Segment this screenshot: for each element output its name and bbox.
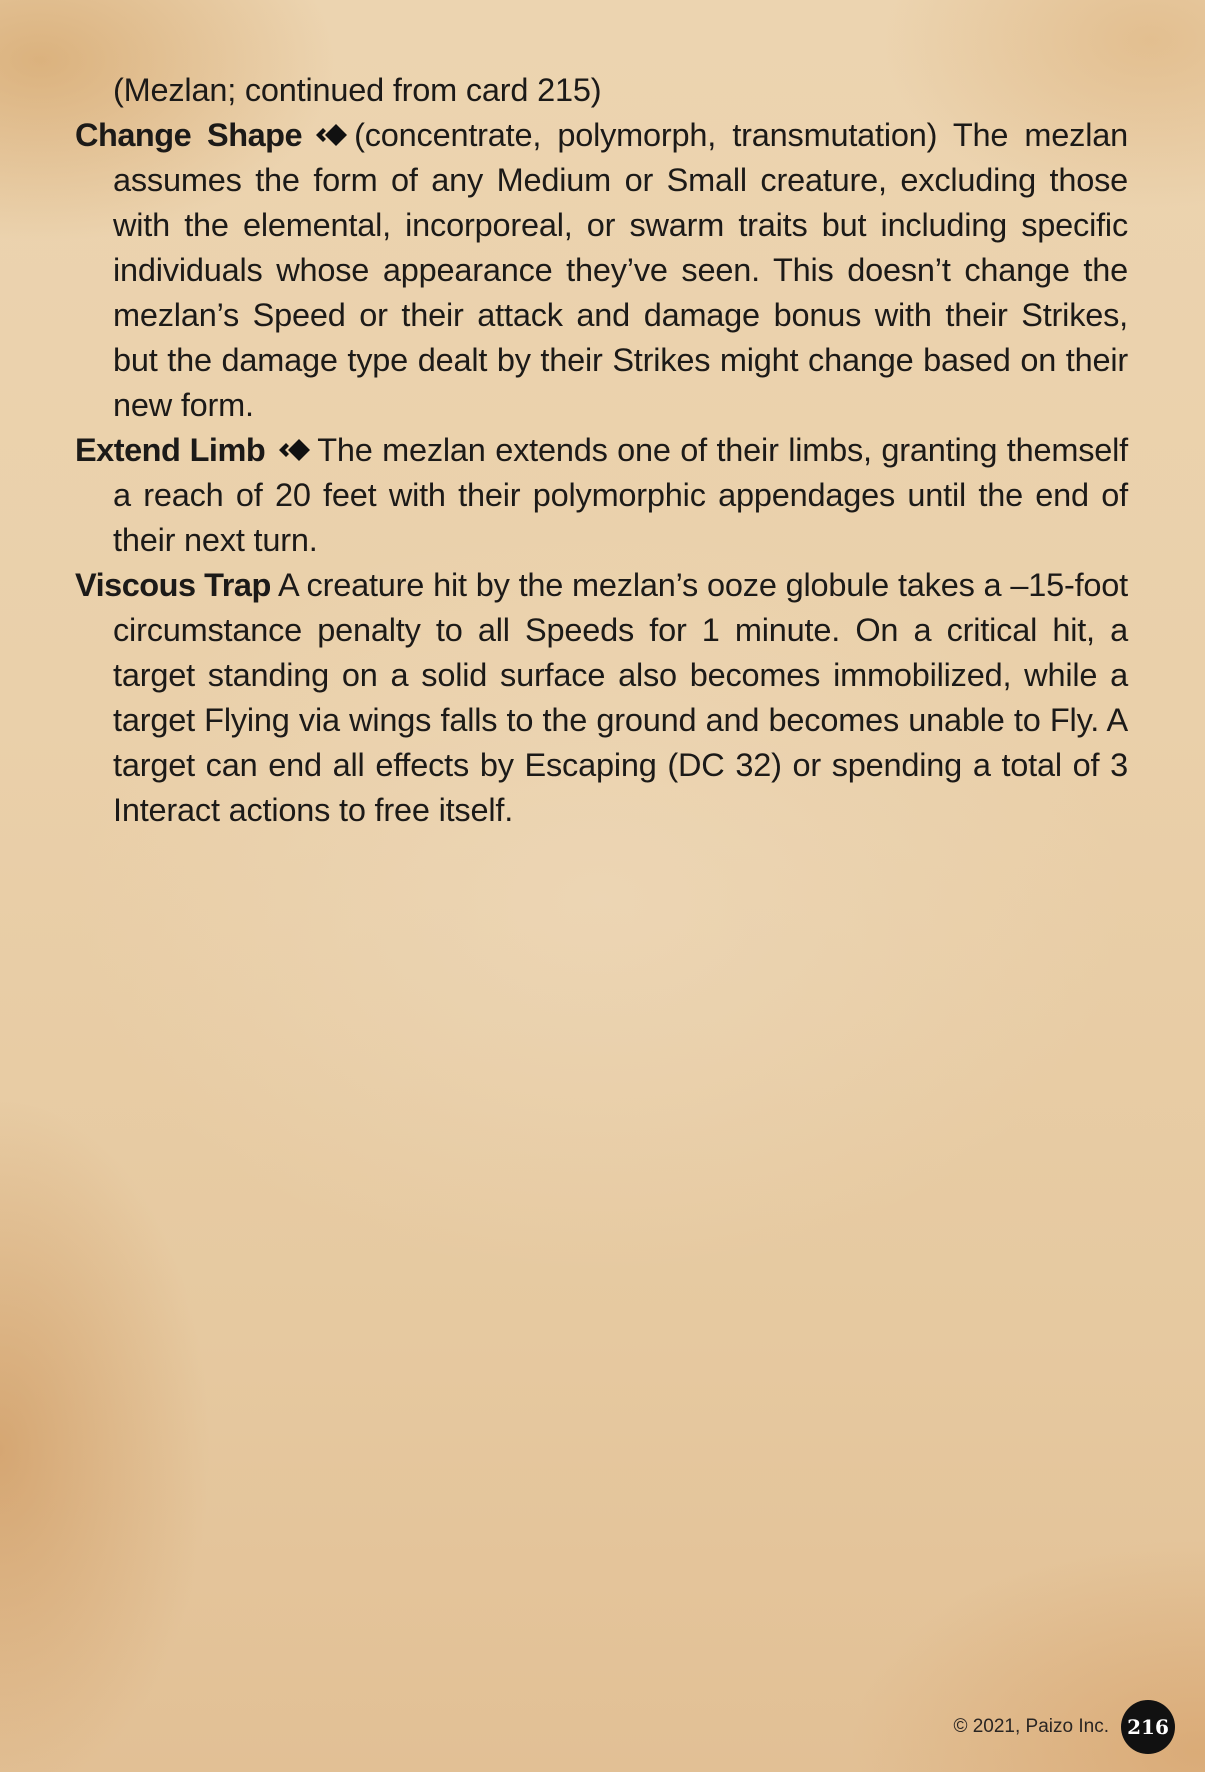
ability-text: (concentrate, polymorph, transmutation) The mezlan assumes the form of any Medium or Small creature, excluding those with the elemental, incorporeal, or swarm traits but including specific individuals whose appearance they’ve seen. This doesn’t change the mezlan’s Speed or their attack and damage bonus with their Strikes, but the damage type dealt by their Strikes might change based on their new form.: [113, 117, 1128, 423]
continuation-note: (Mezlan; continued from card 215): [113, 72, 602, 108]
ability-name: Change Shape: [75, 117, 303, 153]
copyright: © 2021, Paizo Inc.: [953, 1716, 1109, 1737]
ability-extend-limb: [75, 428, 1128, 563]
one-action-icon: [312, 120, 350, 150]
one-action-icon: [275, 435, 313, 465]
footer: [953, 1700, 1175, 1754]
ability-name: Viscous Trap: [75, 567, 271, 603]
ability-viscous-trap: [75, 563, 1128, 833]
ability-text: A creature hit by the mezlan’s ooze globule takes a –15-foot circumstance penalty to all Speeds for 1 minute. On a critical hit, a target standing on a solid surface also becomes immobilized, while a target Flying via wings falls to the ground and becomes unable to Fly. A target can end all effects by Escaping (DC 32) or spending a total of 3 Interact actions to free itself.: [113, 567, 1128, 828]
ability-text: The mezlan extends one of their limbs, granting themself a reach of 20 feet with their polymorphic appendages until the end of their next turn.: [113, 432, 1128, 558]
page-number-badge: [1121, 1700, 1175, 1754]
card-body: [75, 68, 1128, 833]
page-number: 216: [1127, 1715, 1169, 1739]
ability-name: Extend Limb: [75, 432, 266, 468]
ability-change-shape: [75, 113, 1128, 428]
